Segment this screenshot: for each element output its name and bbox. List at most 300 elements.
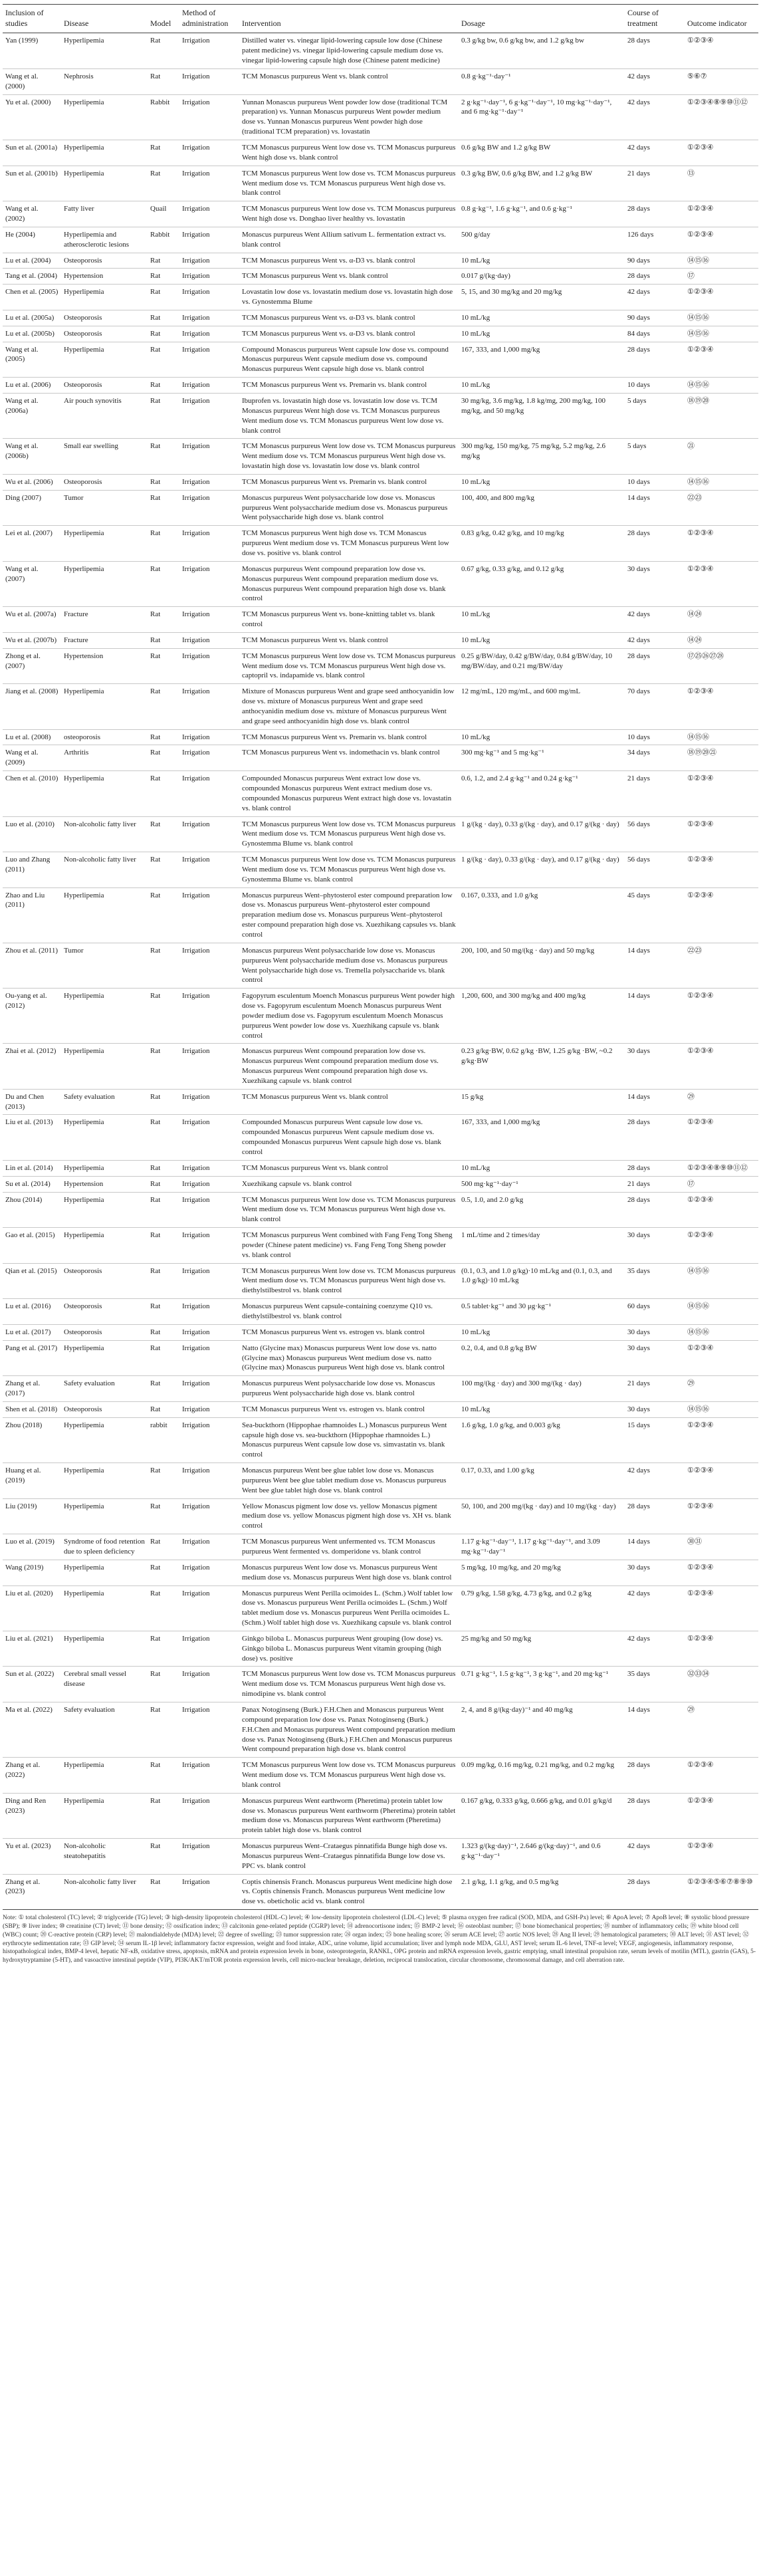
table-row: [3, 1702, 758, 1757]
cell-course: 30 days: [625, 1044, 685, 1089]
table-row: [3, 943, 758, 988]
cell-disease: osteoporosis: [61, 729, 148, 745]
cell-model: Rat: [148, 285, 179, 310]
cell-method: Irrigation: [179, 285, 239, 310]
cell-disease: Hyperlipemia: [61, 1340, 148, 1376]
cell-disease: Hyperlipemia: [61, 1160, 148, 1176]
cell-method: Irrigation: [179, 1192, 239, 1228]
cell-intervention: Ginkgo biloba L. Monascus purpureus Went grouping (low dose) vs. Ginkgo biloba L. Monascus purpureus Went vitamin grouping (high dose) vs. positive: [239, 1631, 459, 1667]
cell-study: Wang et al. (2006a): [3, 394, 61, 439]
cell-method: Irrigation: [179, 342, 239, 378]
cell-method: Irrigation: [179, 94, 239, 140]
cell-model: Rat: [148, 1874, 179, 1910]
cell-dosage: 0.8 g·kg⁻¹, 1.6 g·kg⁻¹, and 0.6 g·kg⁻¹: [459, 201, 625, 227]
cell-course: 15 days: [625, 1417, 685, 1463]
cell-course: 56 days: [625, 852, 685, 888]
cell-model: Rat: [148, 887, 179, 943]
cell-course: 5 days: [625, 394, 685, 439]
cell-study: Ding (2007): [3, 490, 61, 526]
cell-model: Rat: [148, 490, 179, 526]
cell-study: Du and Chen (2013): [3, 1089, 61, 1115]
cell-outcome: ⑰: [685, 269, 758, 285]
cell-method: Irrigation: [179, 1417, 239, 1463]
cell-method: Irrigation: [179, 526, 239, 562]
cell-disease: Safety evaluation: [61, 1702, 148, 1757]
header-method: Method of administration: [179, 5, 239, 33]
cell-course: 28 days: [625, 1498, 685, 1534]
cell-method: Irrigation: [179, 33, 239, 69]
cell-dosage: 300 mg·kg⁻¹ and 5 mg·kg⁻¹: [459, 745, 625, 771]
cell-intervention: TCM Monascus purpureus Went vs. Premarin vs. blank control: [239, 729, 459, 745]
cell-disease: Osteoporosis: [61, 1324, 148, 1340]
cell-method: Irrigation: [179, 1758, 239, 1794]
cell-intervention: TCM Monascus purpureus Went low dose vs. TCM Monascus purpureus Went high dose vs. Donghao liver healthy vs. lovastatin: [239, 201, 459, 227]
cell-outcome: ㉒㉓: [685, 943, 758, 988]
cell-disease: Hyperlipemia: [61, 684, 148, 729]
cell-outcome: ①②③④: [685, 140, 758, 166]
cell-disease: Hyperlipemia: [61, 1463, 148, 1499]
cell-course: 60 days: [625, 1299, 685, 1325]
cell-disease: Non-alcoholic fatty liver: [61, 1874, 148, 1910]
cell-course: 28 days: [625, 1160, 685, 1176]
cell-study: Wang et al. (2007): [3, 561, 61, 606]
table-row: [3, 1263, 758, 1299]
table-row: [3, 1631, 758, 1667]
cell-study: Wang et al. (2009): [3, 745, 61, 771]
cell-model: Rat: [148, 607, 179, 633]
cell-disease: Fracture: [61, 632, 148, 648]
cell-intervention: TCM Monascus purpureus Went combined with Fang Feng Tong Sheng powder (Chinese patent medicine) vs. Fang Feng Tong Sheng powder vs. blank control: [239, 1228, 459, 1264]
cell-outcome: ⑭㉔: [685, 632, 758, 648]
cell-model: Rat: [148, 1702, 179, 1757]
cell-model: Rat: [148, 394, 179, 439]
cell-method: Irrigation: [179, 1793, 239, 1838]
table-row: [3, 326, 758, 342]
cell-outcome: ⑭⑮⑯: [685, 729, 758, 745]
cell-method: Irrigation: [179, 607, 239, 633]
cell-study: Liu et al. (2013): [3, 1115, 61, 1160]
cell-intervention: TCM Monascus purpureus Went vs. Premarin vs. blank control: [239, 378, 459, 394]
table-row: [3, 201, 758, 227]
table-row: [3, 94, 758, 140]
header-disease: Disease: [61, 5, 148, 33]
cell-method: Irrigation: [179, 561, 239, 606]
cell-study: Lu et al. (2016): [3, 1299, 61, 1325]
table-row: [3, 394, 758, 439]
cell-method: Irrigation: [179, 1874, 239, 1910]
cell-intervention: TCM Monascus purpureus Went vs. indomethacin vs. blank control: [239, 745, 459, 771]
cell-course: 34 days: [625, 745, 685, 771]
cell-study: Sun et al. (2022): [3, 1667, 61, 1702]
cell-course: 28 days: [625, 1793, 685, 1838]
cell-disease: Osteoporosis: [61, 1401, 148, 1417]
cell-study: He (2004): [3, 227, 61, 253]
cell-dosage: 0.5, 1.0, and 2.0 g/kg: [459, 1192, 625, 1228]
cell-model: Rat: [148, 253, 179, 269]
cell-method: Irrigation: [179, 1498, 239, 1534]
cell-method: Irrigation: [179, 394, 239, 439]
cell-method: Irrigation: [179, 1463, 239, 1499]
cell-method: Irrigation: [179, 852, 239, 888]
cell-disease: Hypertension: [61, 269, 148, 285]
cell-disease: Nephrosis: [61, 68, 148, 94]
cell-intervention: TCM Monascus purpureus Went low dose vs. TCM Monascus purpureus Went medium dose vs. TCM Monascus purpureus Went high dose vs. blank control: [239, 1758, 459, 1794]
cell-dosage: 0.71 g·kg⁻¹, 1.5 g·kg⁻¹, 3 g·kg⁻¹, and 20 mg·kg⁻¹: [459, 1667, 625, 1702]
cell-method: Irrigation: [179, 1228, 239, 1264]
cell-outcome: ①②③④: [685, 342, 758, 378]
cell-intervention: Monascus purpureus Went–Crataegus pinnatifida Bunge high dose vs. Monascus purpureus Went–Crataegus pinnatifida Bunge low dose vs. PPC vs. blank control: [239, 1839, 459, 1875]
cell-method: Irrigation: [179, 439, 239, 475]
cell-model: Rat: [148, 1401, 179, 1417]
cell-outcome: ⑭⑮⑯: [685, 1299, 758, 1325]
cell-disease: Osteoporosis: [61, 253, 148, 269]
cell-intervention: TCM Monascus purpureus Went vs. estrogen vs. blank control: [239, 1324, 459, 1340]
cell-model: Rat: [148, 943, 179, 988]
cell-intervention: TCM Monascus purpureus Went low dose vs. TCM Monascus purpureus Went high dose vs. blank control: [239, 140, 459, 166]
cell-model: Rat: [148, 378, 179, 394]
table-row: [3, 342, 758, 378]
cell-outcome: ①②③④: [685, 1793, 758, 1838]
cell-dosage: 5, 15, and 30 mg/kg and 20 mg/kg: [459, 285, 625, 310]
cell-course: 10 days: [625, 378, 685, 394]
cell-intervention: TCM Monascus purpureus Went vs. blank control: [239, 632, 459, 648]
cell-disease: Tumor: [61, 490, 148, 526]
cell-method: Irrigation: [179, 887, 239, 943]
cell-disease: Osteoporosis: [61, 1299, 148, 1325]
cell-method: Irrigation: [179, 1631, 239, 1667]
cell-method: Irrigation: [179, 771, 239, 816]
cell-study: Pang et al. (2017): [3, 1340, 61, 1376]
cell-course: 28 days: [625, 526, 685, 562]
header-dosage: Dosage: [459, 5, 625, 33]
table-row: [3, 648, 758, 684]
cell-outcome: ⑤⑥⑦: [685, 68, 758, 94]
cell-outcome: ⑭㉔: [685, 607, 758, 633]
cell-study: Zhong et al. (2007): [3, 648, 61, 684]
cell-disease: Hyperlipemia: [61, 285, 148, 310]
cell-course: 42 days: [625, 140, 685, 166]
cell-disease: Hyperlipemia: [61, 342, 148, 378]
table-row: [3, 1874, 758, 1910]
cell-disease: Tumor: [61, 943, 148, 988]
cell-model: Rat: [148, 1560, 179, 1585]
table-row: [3, 1324, 758, 1340]
cell-dosage: 10 mL/kg: [459, 1160, 625, 1176]
table-row: [3, 68, 758, 94]
cell-disease: Hyperlipemia: [61, 1115, 148, 1160]
cell-dosage: 0.83 g/kg, 0.42 g/kg, and 10 mg/kg: [459, 526, 625, 562]
cell-outcome: ㉑: [685, 439, 758, 475]
cell-outcome: ①②③④: [685, 1417, 758, 1463]
cell-course: 30 days: [625, 561, 685, 606]
cell-method: Irrigation: [179, 1702, 239, 1757]
table-row: [3, 1667, 758, 1702]
cell-intervention: Monascus purpureus Went Allium sativum L. fermentation extract vs. blank control: [239, 227, 459, 253]
table-row: [3, 285, 758, 310]
cell-model: Rat: [148, 1839, 179, 1875]
cell-intervention: TCM Monascus purpureus Went vs. blank control: [239, 1160, 459, 1176]
table-row: [3, 378, 758, 394]
cell-study: Sun et al. (2001a): [3, 140, 61, 166]
table-row: [3, 1463, 758, 1499]
cell-method: Irrigation: [179, 1299, 239, 1325]
cell-outcome: ①②③④: [685, 1044, 758, 1089]
cell-study: Zhou (2014): [3, 1192, 61, 1228]
cell-study: Wu et al. (2006): [3, 474, 61, 490]
cell-model: Rat: [148, 648, 179, 684]
cell-course: 28 days: [625, 1874, 685, 1910]
cell-method: Irrigation: [179, 1115, 239, 1160]
cell-course: 30 days: [625, 1324, 685, 1340]
cell-method: Irrigation: [179, 648, 239, 684]
cell-intervention: Monascus purpureus Went earthworm (Pheretima) protein tablet low dose vs. Monascus purpureus Went earthworm (Pheretima) protein tablet medium dose vs. Monascus purpureus Went earthworm (Pheretima) protein tablet high dose vs. blank control: [239, 1793, 459, 1838]
cell-course: 14 days: [625, 989, 685, 1044]
cell-course: 28 days: [625, 1115, 685, 1160]
cell-outcome: ①②③④: [685, 1631, 758, 1667]
cell-outcome: ①②③④: [685, 1758, 758, 1794]
cell-model: Rat: [148, 326, 179, 342]
cell-study: Lu et al. (2008): [3, 729, 61, 745]
cell-study: Lei et al. (2007): [3, 526, 61, 562]
cell-study: Wang (2019): [3, 1560, 61, 1585]
cell-disease: Hyperlipemia: [61, 1498, 148, 1534]
cell-outcome: ⑰㉕㉖㉗㉘: [685, 648, 758, 684]
cell-intervention: TCM Monascus purpureus Went vs. estrogen vs. blank control: [239, 1401, 459, 1417]
table-row: [3, 989, 758, 1044]
cell-model: Rat: [148, 745, 179, 771]
table-row: [3, 439, 758, 475]
table-header: [3, 5, 758, 33]
cell-study: Yan (1999): [3, 33, 61, 69]
cell-intervention: TCM Monascus purpureus Went low dose vs. TCM Monascus purpureus Went medium dose vs. TCM Monascus purpureus Went high dose vs. captopril vs. indapamide vs. blank control: [239, 648, 459, 684]
cell-model: Rat: [148, 1793, 179, 1838]
cell-outcome: ⑰: [685, 1176, 758, 1192]
table-row: [3, 1793, 758, 1838]
cell-model: Rat: [148, 342, 179, 378]
table-row: [3, 269, 758, 285]
cell-outcome: ①②③④: [685, 1192, 758, 1228]
table-row: [3, 526, 758, 562]
cell-method: Irrigation: [179, 310, 239, 326]
cell-model: Rat: [148, 166, 179, 201]
cell-intervention: Monascus purpureus Went low dose vs. Monascus purpureus Went medium dose vs. Monascus purpureus Went high dose vs. blank control: [239, 1560, 459, 1585]
cell-model: Rabbit: [148, 227, 179, 253]
cell-intervention: Compounded Monascus purpureus Went extract low dose vs. compounded Monascus purpureus Went extract medium dose vs. compounded Monascus purpureus Went extract high dose vs. lovastatin vs. blank control: [239, 771, 459, 816]
cell-study: Lu et al. (2017): [3, 1324, 61, 1340]
cell-model: Rat: [148, 1758, 179, 1794]
cell-study: Chen et al. (2005): [3, 285, 61, 310]
cell-model: Rat: [148, 1228, 179, 1264]
cell-course: 70 days: [625, 684, 685, 729]
table-row: [3, 166, 758, 201]
cell-model: Rat: [148, 684, 179, 729]
table-row: [3, 227, 758, 253]
table-row: [3, 729, 758, 745]
cell-course: 14 days: [625, 1702, 685, 1757]
cell-disease: Hyperlipemia: [61, 166, 148, 201]
cell-model: Quail: [148, 201, 179, 227]
cell-intervention: Monascus purpureus Went–phytosterol ester compound preparation low dose vs. Monascus purpureus Went–phytosterol ester compound preparation medium dose vs. Monascus purpureus Went–phytosterol ester compound preparation high dose vs. Xuezhikang capsules vs. blank control: [239, 887, 459, 943]
cell-outcome: ①②③④: [685, 684, 758, 729]
cell-study: Qian et al. (2015): [3, 1263, 61, 1299]
cell-intervention: Compound Monascus purpureus Went capsule low dose vs. compound Monascus purpureus Went capsule medium dose vs. compound Monascus purpureus Went capsule high dose vs. blank control: [239, 342, 459, 378]
cell-method: Irrigation: [179, 253, 239, 269]
cell-intervention: TCM Monascus purpureus Went low dose vs. TCM Monascus purpureus Went medium dose vs. TCM Monascus purpureus Went high dose vs. nimodipine vs. blank control: [239, 1667, 459, 1702]
cell-course: 42 days: [625, 607, 685, 633]
cell-study: Zhang et al. (2017): [3, 1376, 61, 1402]
cell-disease: Osteoporosis: [61, 326, 148, 342]
cell-intervention: TCM Monascus purpureus Went low dose vs. TCM Monascus purpureus Went medium dose vs. TCM Monascus purpureus Went high dose vs. blank control: [239, 1192, 459, 1228]
table-row: [3, 1758, 758, 1794]
cell-method: Irrigation: [179, 989, 239, 1044]
cell-intervention: Yellow Monascus pigment low dose vs. yellow Monascus pigment medium dose vs. yellow Monascus pigment high dose vs. XH vs. blank control: [239, 1498, 459, 1534]
cell-course: 42 days: [625, 285, 685, 310]
table-row: [3, 1160, 758, 1176]
cell-disease: Osteoporosis: [61, 310, 148, 326]
cell-disease: Hyperlipemia: [61, 1758, 148, 1794]
cell-disease: Hyperlipemia: [61, 1585, 148, 1631]
header-inclusion: Inclusion of studies: [3, 5, 61, 33]
cell-model: Rat: [148, 33, 179, 69]
header-row: [3, 5, 758, 33]
cell-outcome: ①②③④: [685, 887, 758, 943]
header-course: Course of treatment: [625, 5, 685, 33]
cell-intervention: Monascus purpureus Went polysaccharide low dose vs. Monascus purpureus Went polysaccharide medium dose vs. Monascus purpureus Went polysaccharide high dose vs. Tremella polysaccharide vs. blank control: [239, 943, 459, 988]
cell-outcome: ①②③④: [685, 1228, 758, 1264]
cell-dosage: 300 mg/kg, 150 mg/kg, 75 mg/kg, 5.2 mg/kg, 2.6 mg/kg: [459, 439, 625, 475]
cell-outcome: ①②③④⑤⑥⑦⑧⑨⑩: [685, 1874, 758, 1910]
cell-intervention: TCM Monascus purpureus Went vs. blank control: [239, 68, 459, 94]
cell-course: 5 days: [625, 439, 685, 475]
cell-course: 35 days: [625, 1667, 685, 1702]
cell-method: Irrigation: [179, 1534, 239, 1560]
cell-dosage: 0.017 g/(kg·day): [459, 269, 625, 285]
cell-dosage: 1 g/(kg · day), 0.33 g/(kg · day), and 0.17 g/(kg · day): [459, 852, 625, 888]
cell-disease: Fracture: [61, 607, 148, 633]
cell-study: Lu et al. (2004): [3, 253, 61, 269]
cell-model: Rat: [148, 729, 179, 745]
cell-disease: Hyperlipemia: [61, 1560, 148, 1585]
cell-outcome: ①②③④: [685, 1560, 758, 1585]
cell-dosage: 5 mg/kg, 10 mg/kg, and 20 mg/kg: [459, 1560, 625, 1585]
cell-method: Irrigation: [179, 816, 239, 852]
cell-study: Zhou (2018): [3, 1417, 61, 1463]
cell-disease: Non-alcoholic fatty liver: [61, 852, 148, 888]
cell-outcome: ①②③④: [685, 1115, 758, 1160]
cell-study: Chen et al. (2010): [3, 771, 61, 816]
cell-study: Ou-yang et al. (2012): [3, 989, 61, 1044]
table-row: [3, 1417, 758, 1463]
table-row: [3, 490, 758, 526]
cell-model: Rat: [148, 1115, 179, 1160]
cell-course: 10 days: [625, 729, 685, 745]
cell-study: Yu et al. (2000): [3, 94, 61, 140]
cell-study: Gao et al. (2015): [3, 1228, 61, 1264]
cell-dosage: 200, 100, and 50 mg/(kg · day) and 50 mg/kg: [459, 943, 625, 988]
cell-disease: Hyperlipemia: [61, 1417, 148, 1463]
table-row: [3, 1534, 758, 1560]
cell-dosage: 1,200, 600, and 300 mg/kg and 400 mg/kg: [459, 989, 625, 1044]
cell-outcome: ①②③④: [685, 816, 758, 852]
cell-study: Jiang et al. (2008): [3, 684, 61, 729]
cell-disease: Non-alcoholic steatohepatitis: [61, 1839, 148, 1875]
cell-outcome: ①②③④: [685, 227, 758, 253]
table-row: [3, 1498, 758, 1534]
table-row: [3, 1044, 758, 1089]
cell-disease: Hyperlipemia: [61, 1044, 148, 1089]
cell-model: Rat: [148, 989, 179, 1044]
cell-method: Irrigation: [179, 1089, 239, 1115]
cell-study: Zhang et al. (2023): [3, 1874, 61, 1910]
cell-dosage: 10 mL/kg: [459, 729, 625, 745]
cell-disease: Hyperlipemia: [61, 526, 148, 562]
cell-method: Irrigation: [179, 1160, 239, 1176]
cell-dosage: 0.167, 0.333, and 1.0 g/kg: [459, 887, 625, 943]
cell-outcome: ①②③④: [685, 989, 758, 1044]
cell-intervention: TCM Monascus purpureus Went low dose vs. TCM Monascus purpureus Went medium dose vs. TCM Monascus purpureus Went high dose vs. Gynostemma Blume vs. blank control: [239, 816, 459, 852]
cell-outcome: ㉜㉝㉞: [685, 1667, 758, 1702]
cell-dosage: 500 mg·kg⁻¹·day⁻¹: [459, 1176, 625, 1192]
cell-course: 90 days: [625, 310, 685, 326]
cell-intervention: Mixture of Monascus purpureus Went and grape seed anthocyanidin low dose vs. mixture of Monascus purpureus Went and grape seed anthocyanidin medium dose vs. mixture of Monascus purpureus Went and grape seed anthocyanidin high dose vs. blank control: [239, 684, 459, 729]
studies-table: [3, 4, 758, 1910]
cell-study: Lu et al. (2006): [3, 378, 61, 394]
cell-course: 14 days: [625, 943, 685, 988]
cell-disease: Arthritis: [61, 745, 148, 771]
table-row: [3, 771, 758, 816]
cell-intervention: TCM Monascus purpureus Went vs. blank control: [239, 1089, 459, 1115]
cell-method: Irrigation: [179, 227, 239, 253]
cell-study: Liu et al. (2020): [3, 1585, 61, 1631]
cell-outcome: ⑭⑮⑯: [685, 326, 758, 342]
cell-disease: Hyperlipemia and atherosclerotic lesions: [61, 227, 148, 253]
cell-method: Irrigation: [179, 326, 239, 342]
header-intervention: Intervention: [239, 5, 459, 33]
cell-dosage: 30 mg/kg, 3.6 mg/kg, 1.8 kg/mg, 200 mg/kg, 100 mg/kg, and 50 mg/kg: [459, 394, 625, 439]
cell-intervention: Distilled water vs. vinegar lipid-lowering capsule low dose (Chinese patent medicine) vs. vinegar lipid-lowering capsule medium dose vs. vinegar lipid-lowering capsule high dose (Chinese patent medicine): [239, 33, 459, 69]
cell-model: Rat: [148, 771, 179, 816]
cell-study: Wu et al. (2007b): [3, 632, 61, 648]
cell-method: Irrigation: [179, 1401, 239, 1417]
table-row: [3, 140, 758, 166]
cell-course: 35 days: [625, 1263, 685, 1299]
cell-outcome: ⑭⑮⑯: [685, 474, 758, 490]
cell-outcome: ①②③④: [685, 1463, 758, 1499]
cell-study: Wang et al. (2002): [3, 201, 61, 227]
cell-dosage: 10 mL/kg: [459, 632, 625, 648]
cell-model: Rat: [148, 1340, 179, 1376]
cell-outcome: ⑭⑮⑯: [685, 310, 758, 326]
cell-study: Su et al. (2014): [3, 1176, 61, 1192]
cell-course: 42 days: [625, 1631, 685, 1667]
cell-method: Irrigation: [179, 68, 239, 94]
table-row: [3, 1228, 758, 1264]
cell-dosage: 0.23 g/kg·BW, 0.62 g/kg ·BW, 1.25 g/kg ·BW, ~0.2 g/kg·BW: [459, 1044, 625, 1089]
cell-dosage: 100, 400, and 800 mg/kg: [459, 490, 625, 526]
cell-dosage: 1 g/(kg · day), 0.33 g/(kg · day), and 0.17 g/(kg · day): [459, 816, 625, 852]
cell-study: Wu et al. (2007a): [3, 607, 61, 633]
cell-outcome: ①②③④: [685, 1498, 758, 1534]
cell-model: Rat: [148, 1089, 179, 1115]
cell-dosage: 0.8 g·kg⁻¹·day⁻¹: [459, 68, 625, 94]
cell-dosage: 167, 333, and 1,000 mg/kg: [459, 1115, 625, 1160]
cell-disease: Safety evaluation: [61, 1089, 148, 1115]
cell-model: Rat: [148, 1160, 179, 1176]
cell-disease: Hyperlipemia: [61, 1631, 148, 1667]
cell-course: 10 days: [625, 474, 685, 490]
cell-disease: Osteoporosis: [61, 1263, 148, 1299]
cell-intervention: Lovastatin low dose vs. lovastatin medium dose vs. lovastatin high dose vs. Gynostemma Blume: [239, 285, 459, 310]
